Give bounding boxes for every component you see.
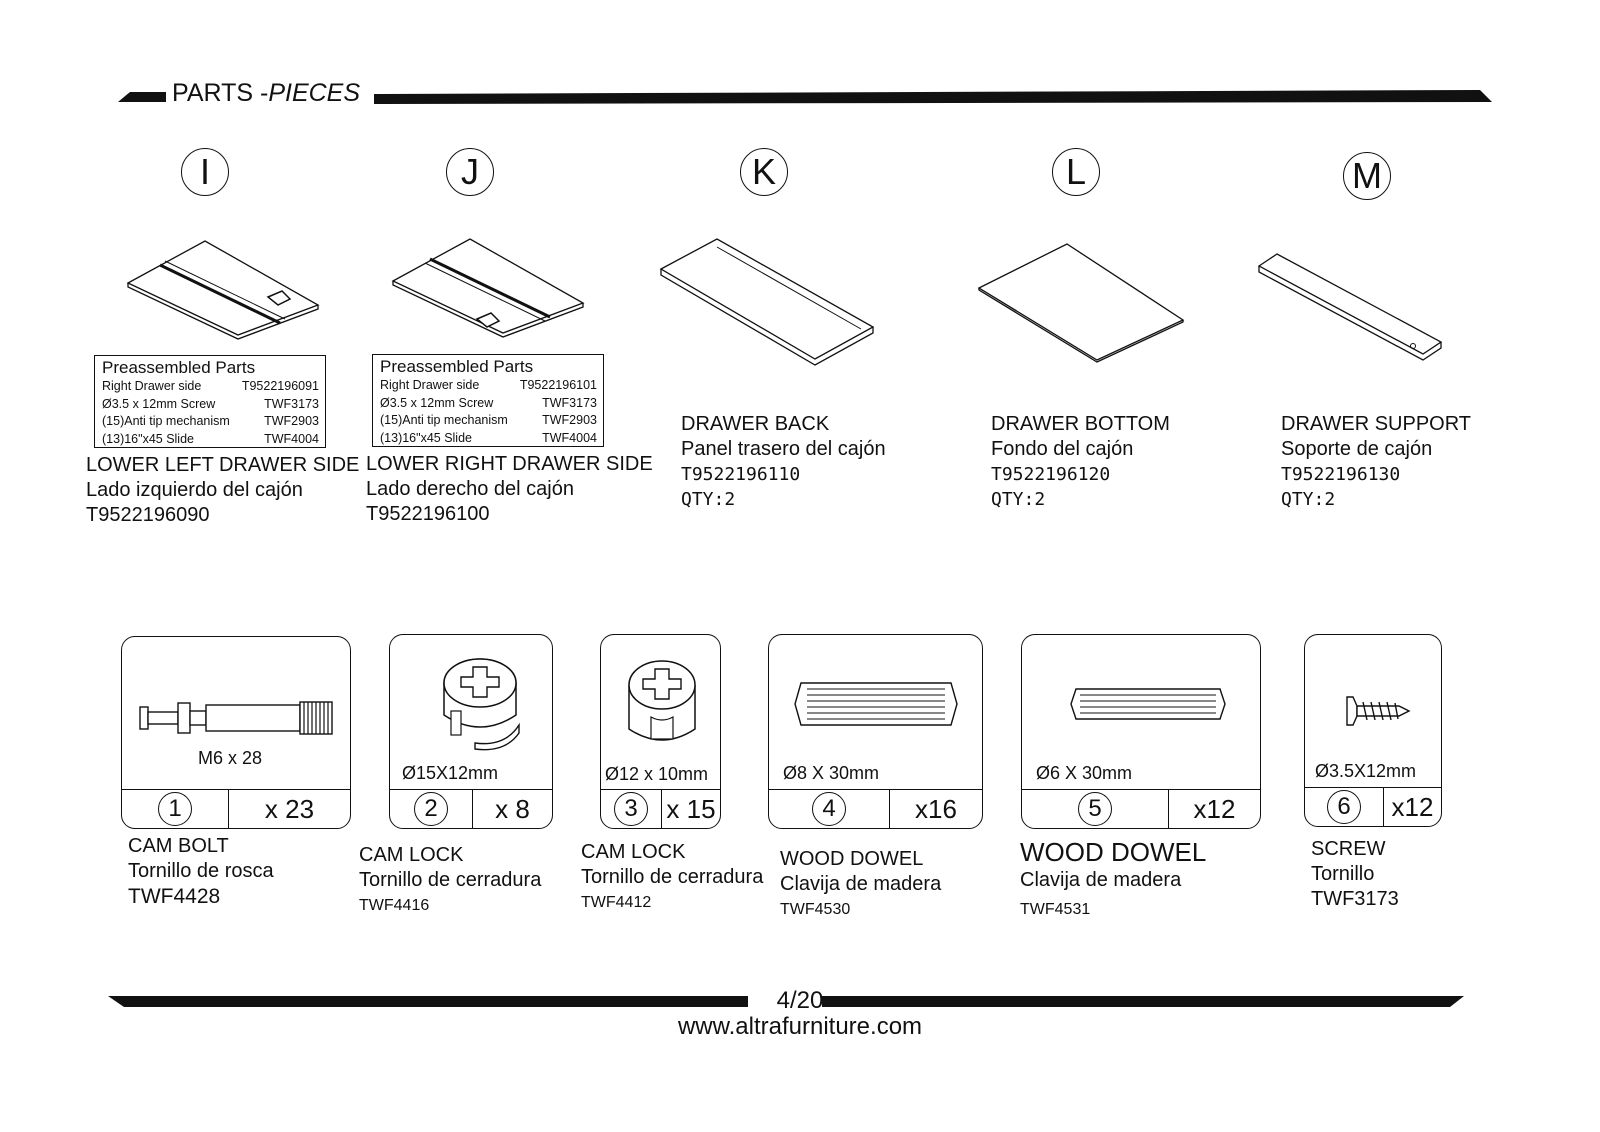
hardware-box-cam-lock-12 <box>600 634 721 829</box>
hardware-qty: x 23 <box>264 793 315 824</box>
part-label-k <box>681 412 886 512</box>
part-label-m <box>1281 412 1471 512</box>
drawer-back-illustration <box>655 235 880 370</box>
wood-dowel-icon <box>791 679 961 729</box>
hardware-spec: Ø12 x 10mm <box>605 764 709 784</box>
hardware-number: 2 <box>414 792 448 826</box>
preassembled-parts-box <box>372 354 604 447</box>
part-code: T9522196120 <box>991 464 1111 485</box>
part-name-es: Soporte de cajón <box>1281 438 1433 460</box>
preassembled-row: (13)16"x45 Slide TWF4004 <box>380 430 597 445</box>
part-qty: QTY:2 <box>1281 489 1336 510</box>
drawer-bottom-illustration <box>975 240 1190 365</box>
hardware-box-wood-dowel-6 <box>1021 634 1261 829</box>
part-name: DRAWER BOTTOM <box>991 413 1170 435</box>
hardware-name-es: Tornillo de cerradura <box>581 866 764 888</box>
hardware-box-screw <box>1304 634 1442 827</box>
hardware-qty: x12 <box>1391 791 1434 822</box>
cam-bolt-icon <box>136 693 336 739</box>
hardware-label-cam-lock-15 <box>359 843 541 918</box>
part-code: T9522196130 <box>1281 464 1401 485</box>
part-label-i <box>86 453 359 528</box>
hardware-label-cam-bolt <box>128 834 274 909</box>
part-qty: QTY:2 <box>991 489 1046 510</box>
hardware-code: TWF3173 <box>1311 888 1399 910</box>
hardware-name: WOOD DOWEL <box>1020 837 1207 867</box>
hardware-qty: x 8 <box>495 793 530 824</box>
part-name: DRAWER SUPPORT <box>1281 413 1472 435</box>
hardware-number: 3 <box>614 792 648 826</box>
part-name: LOWER RIGHT DRAWER SIDE <box>366 453 653 475</box>
part-code: T9522196090 <box>86 504 210 526</box>
part-name-es: Lado derecho del cajón <box>366 478 574 500</box>
hardware-number: 6 <box>1327 790 1361 824</box>
part-code: T9522196100 <box>366 503 490 525</box>
cam-lock-icon <box>435 653 525 753</box>
page-number: 4/20 <box>776 987 824 1014</box>
hardware-name-es: Clavija de madera <box>780 873 942 895</box>
preassembled-row: Ø3.5 x 12mm Screw TWF3173 <box>380 395 597 410</box>
hardware-code: TWF4531 <box>1020 901 1091 918</box>
hardware-name-es: Tornillo <box>1311 863 1375 885</box>
part-name-es: Panel trasero del cajón <box>681 438 886 460</box>
hardware-name: CAM LOCK <box>581 841 686 863</box>
hardware-name: SCREW <box>1311 838 1386 860</box>
part-label-l <box>991 412 1170 512</box>
wood-dowel-icon <box>1068 685 1228 723</box>
part-letter-i: I <box>181 148 229 196</box>
hardware-name: WOOD DOWEL <box>780 848 924 870</box>
hardware-name: CAM LOCK <box>359 844 464 866</box>
hardware-code: TWF4412 <box>581 894 652 911</box>
hardware-number: 1 <box>158 792 192 826</box>
part-name: LOWER LEFT DRAWER SIDE <box>86 454 360 476</box>
section-title: PARTS -PIECES <box>172 79 361 107</box>
preassembled-title: Preassembled Parts <box>380 357 534 376</box>
hardware-box-cam-bolt <box>121 636 351 829</box>
part-name-es: Lado izquierdo del cajón <box>86 479 303 501</box>
part-name: DRAWER BACK <box>681 413 830 435</box>
drawer-side-right-illustration <box>385 233 595 338</box>
preassembled-row: Right Drawer side T9522196091 <box>102 379 319 393</box>
hardware-code: TWF4416 <box>359 897 430 914</box>
hardware-name: CAM BOLT <box>128 835 229 857</box>
hardware-name-es: Clavija de madera <box>1020 869 1182 891</box>
screw-icon <box>1343 695 1413 727</box>
website-url: www.altrafurniture.com <box>677 1013 923 1040</box>
part-code: T9522196110 <box>681 464 801 485</box>
hardware-label-wood-dowel-6 <box>1020 836 1206 922</box>
drawer-support-illustration <box>1255 248 1450 366</box>
cam-lock-icon <box>621 655 703 755</box>
preassembled-row: (13)16"x45 Slide TWF4004 <box>102 431 319 446</box>
preassembled-row: (15)Anti tip mechanism TWF2903 <box>102 414 319 428</box>
hardware-spec: Ø3.5X12mm <box>1315 761 1417 781</box>
hardware-qty: x16 <box>915 793 957 824</box>
part-letter-m: M <box>1343 152 1391 200</box>
hardware-spec: Ø8 X 30mm <box>783 763 880 783</box>
preassembled-row: Ø3.5 x 12mm Screw TWF3173 <box>102 396 319 411</box>
preassembled-row: Right Drawer side T9522196101 <box>380 378 597 392</box>
hardware-spec: Ø15X12mm <box>402 763 499 783</box>
hardware-label-wood-dowel-8 <box>780 847 941 922</box>
hardware-qty: x 15 <box>666 793 716 824</box>
part-letter-j: J <box>446 148 494 196</box>
hardware-code: TWF4428 <box>128 885 221 908</box>
hardware-qty: x12 <box>1193 793 1236 824</box>
part-qty: QTY:2 <box>681 489 736 510</box>
hardware-name-es: Tornillo de rosca <box>128 860 274 882</box>
hardware-box-wood-dowel-8 <box>768 634 983 829</box>
part-name-es: Fondo del cajón <box>991 438 1134 460</box>
drawer-side-left-illustration <box>120 235 330 340</box>
hardware-label-screw <box>1311 837 1399 912</box>
preassembled-parts-box <box>94 355 326 448</box>
hardware-spec: M6 x 28 <box>198 748 263 768</box>
preassembled-title: Preassembled Parts <box>102 358 256 377</box>
part-letter-k: K <box>740 148 788 196</box>
hardware-name-es: Tornillo de cerradura <box>359 869 542 891</box>
hardware-code: TWF4530 <box>780 901 851 918</box>
hardware-number: 4 <box>812 792 846 826</box>
preassembled-row: (15)Anti tip mechanism TWF2903 <box>380 413 597 427</box>
hardware-label-cam-lock-12 <box>581 840 763 915</box>
hardware-box-cam-lock-15 <box>389 634 553 829</box>
part-letter-l: L <box>1052 148 1100 196</box>
hardware-spec: Ø6 X 30mm <box>1036 763 1133 783</box>
hardware-number: 5 <box>1078 792 1112 826</box>
part-label-j <box>366 452 653 527</box>
